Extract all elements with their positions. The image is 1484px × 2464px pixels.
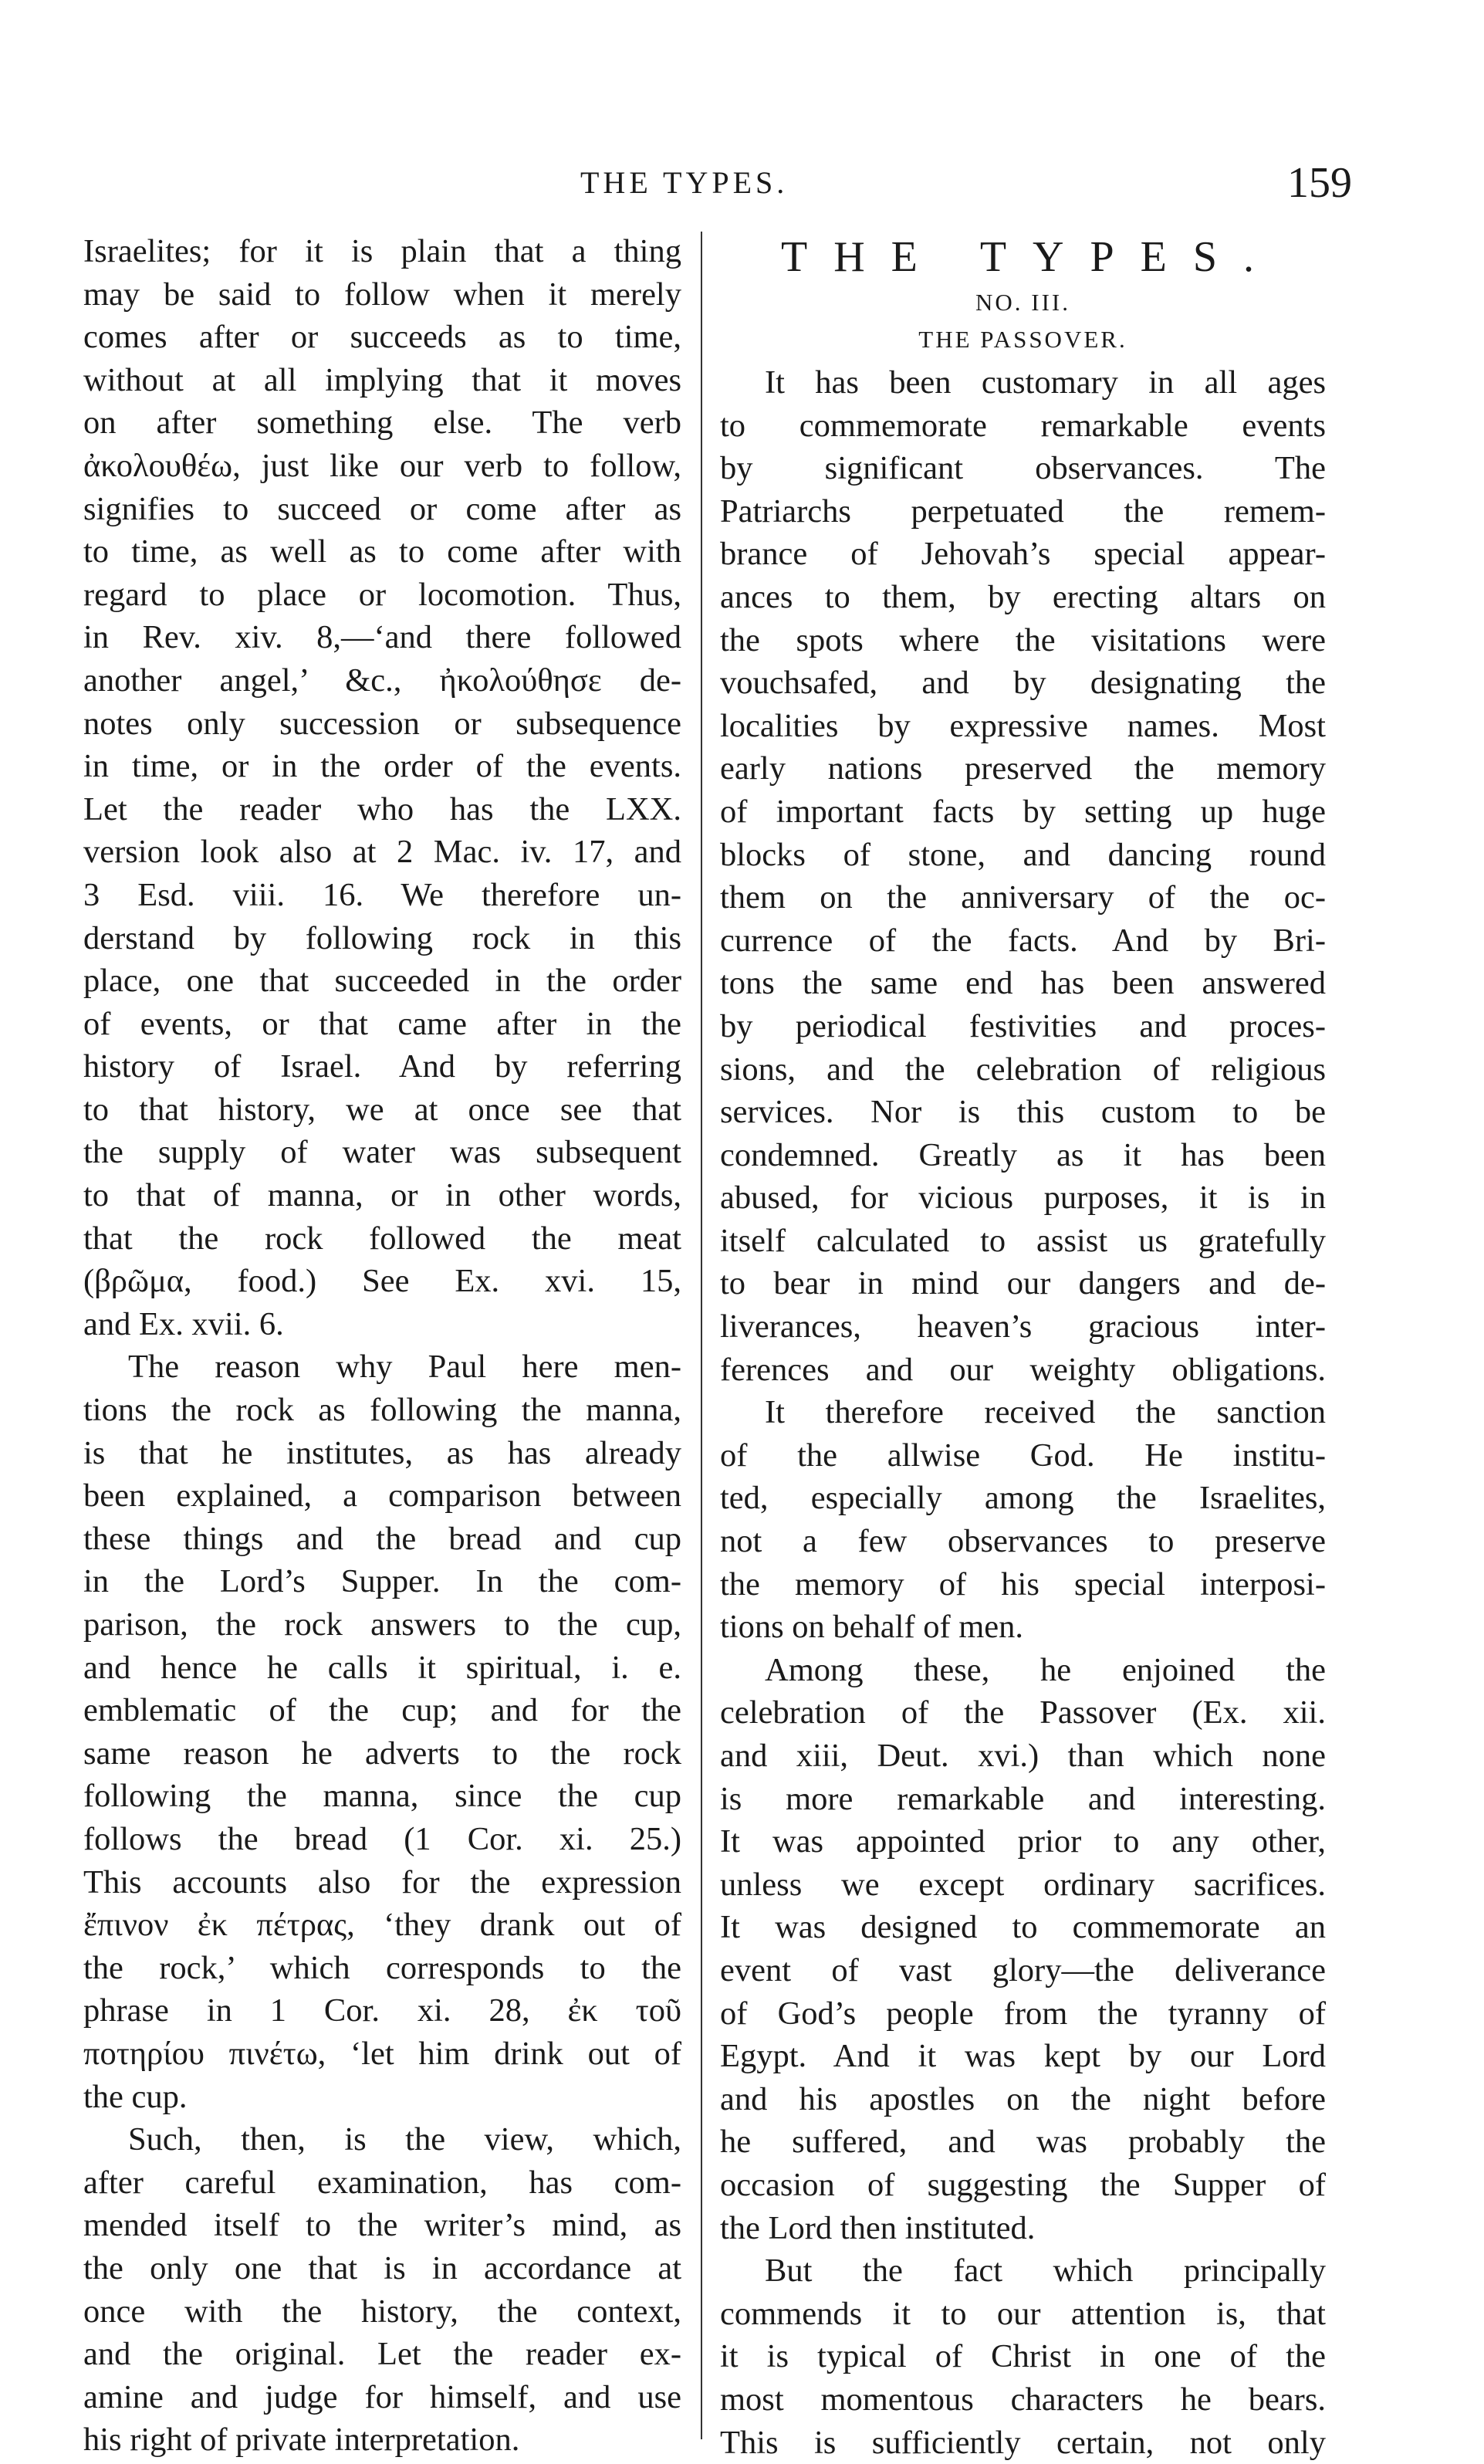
right-column bbox=[720, 230, 1326, 2464]
text-line: occasion of suggesting the Supper of bbox=[720, 2164, 1326, 2207]
text-line: the rock,’ which corresponds to the bbox=[83, 1947, 681, 1990]
section-title: THE TYPES. bbox=[720, 230, 1326, 284]
text-line: to time, as well as to come after with bbox=[83, 530, 681, 574]
left-column bbox=[83, 230, 681, 2462]
text-line: without at all implying that it moves bbox=[83, 359, 681, 402]
text-line: following the manna, since the cup bbox=[83, 1775, 681, 1818]
running-header bbox=[0, 158, 1484, 212]
text-line: Among these, he enjoined the bbox=[720, 1649, 1326, 1692]
text-line: these things and the bread and cup bbox=[83, 1518, 681, 1561]
text-line: abused, for vicious purposes, it is in bbox=[720, 1176, 1326, 1220]
text-line: Egypt. And it was kept by our Lord bbox=[720, 2035, 1326, 2078]
text-line: It was designed to commemorate an bbox=[720, 1906, 1326, 1949]
text-line: It was appointed prior to any other, bbox=[720, 1820, 1326, 1863]
section-subtitle: THE PASSOVER. bbox=[720, 321, 1326, 358]
text-line: (βρῶμα, food.) See Ex. xvi. 15, bbox=[83, 1260, 681, 1303]
text-line: The reason why Paul here men- bbox=[83, 1345, 681, 1389]
text-line: ances to them, by erecting altars on bbox=[720, 576, 1326, 619]
text-line: not a few observances to preserve bbox=[720, 1520, 1326, 1563]
text-line: emblematic of the cup; and for the bbox=[83, 1689, 681, 1732]
text-line: another angel,’ &c., ἠκολούθησε de- bbox=[83, 659, 681, 702]
text-line: place, one that succeeded in the order bbox=[83, 960, 681, 1003]
text-line: ferences and our weighty obligations. bbox=[720, 1349, 1326, 1392]
text-line: commends it to our attention is, that bbox=[720, 2293, 1326, 2336]
text-line: the memory of his special interposi- bbox=[720, 1563, 1326, 1606]
text-line: may be said to follow when it merely bbox=[83, 273, 681, 316]
text-line: condemned. Greatly as it has been bbox=[720, 1134, 1326, 1177]
text-line: in the Lord’s Supper. In the com- bbox=[83, 1560, 681, 1603]
text-line: unless we except ordinary sacrifices. bbox=[720, 1863, 1326, 1907]
text-line: event of vast glory—the deliverance bbox=[720, 1949, 1326, 1992]
text-line: the cup. bbox=[83, 2076, 681, 2119]
text-line: parison, the rock answers to the cup, bbox=[83, 1603, 681, 1647]
text-line: derstand by following rock in this bbox=[83, 917, 681, 960]
text-line: the Lord then instituted. bbox=[720, 2207, 1326, 2250]
text-line: in time, or in the order of the events. bbox=[83, 745, 681, 788]
text-line: history of Israel. And by referring bbox=[83, 1045, 681, 1088]
text-line: ἀκολουθέω, just like our verb to follow, bbox=[83, 445, 681, 488]
text-line: blocks of stone, and dancing round bbox=[720, 834, 1326, 877]
text-line: of events, or that came after in the bbox=[83, 1003, 681, 1046]
text-line: amine and judge for himself, and use bbox=[83, 2376, 681, 2419]
text-line: celebration of the Passover (Ex. xii. bbox=[720, 1691, 1326, 1735]
text-line: notes only succession or subsequence bbox=[83, 702, 681, 746]
text-line: on after something else. The verb bbox=[83, 401, 681, 445]
text-line: by significant observances. The bbox=[720, 447, 1326, 490]
text-line: Such, then, is the view, which, bbox=[83, 2118, 681, 2161]
text-line: and Ex. xvii. 6. bbox=[83, 1303, 681, 1346]
text-line: liverances, heaven’s gracious inter- bbox=[720, 1305, 1326, 1349]
text-line: in Rev. xiv. 8,—‘and there followed bbox=[83, 616, 681, 659]
text-line: he suffered, and was probably the bbox=[720, 2120, 1326, 2164]
page-number: 159 bbox=[1287, 158, 1352, 208]
text-line: ποτηρίου πινέτω, ‘let him drink out of bbox=[83, 2032, 681, 2076]
text-line: Patriarchs perpetuated the remem- bbox=[720, 490, 1326, 533]
text-line: follows the bread (1 Cor. xi. 25.) bbox=[83, 1818, 681, 1861]
text-line: Let the reader who has the LXX. bbox=[83, 788, 681, 831]
text-line: of important facts by setting up huge bbox=[720, 790, 1326, 834]
text-line: phrase in 1 Cor. xi. 28, ἐκ τοῦ bbox=[83, 1989, 681, 2032]
text-line: once with the history, the context, bbox=[83, 2290, 681, 2334]
text-line: and the original. Let the reader ex- bbox=[83, 2333, 681, 2376]
text-line: to commemorate remarkable events bbox=[720, 404, 1326, 448]
text-line: is more remarkable and interesting. bbox=[720, 1778, 1326, 1821]
text-line: early nations preserved the memory bbox=[720, 747, 1326, 790]
section-number: NO. III. bbox=[720, 284, 1326, 321]
column-divider bbox=[701, 232, 702, 2439]
text-line: sions, and the celebration of religious bbox=[720, 1048, 1326, 1092]
text-line: by periodical festivities and proces- bbox=[720, 1005, 1326, 1048]
text-line: after careful examination, has com- bbox=[83, 2161, 681, 2205]
text-line: mended itself to the writer’s mind, as bbox=[83, 2204, 681, 2247]
text-line: This is sufficiently certain, not only bbox=[720, 2422, 1326, 2464]
text-line: It therefore received the sanction bbox=[720, 1391, 1326, 1434]
text-line: regard to place or locomotion. Thus, bbox=[83, 574, 681, 617]
text-line: the spots where the visitations were bbox=[720, 619, 1326, 662]
text-line: This accounts also for the expression bbox=[83, 1861, 681, 1904]
text-line: and his apostles on the night before bbox=[720, 2078, 1326, 2121]
text-line: tons the same end has been answered bbox=[720, 962, 1326, 1005]
text-line: tions the rock as following the manna, bbox=[83, 1389, 681, 1432]
text-line: the supply of water was subsequent bbox=[83, 1131, 681, 1174]
text-line: been explained, a comparison between bbox=[83, 1474, 681, 1518]
text-line: the only one that is in accordance at bbox=[83, 2247, 681, 2290]
text-line: and hence he calls it spiritual, i. e. bbox=[83, 1647, 681, 1690]
text-line: signifies to succeed or come after as bbox=[83, 488, 681, 531]
text-line: is that he institutes, as has already bbox=[83, 1432, 681, 1475]
text-line: it is typical of Christ in one of the bbox=[720, 2335, 1326, 2378]
text-line: of God’s people from the tyranny of bbox=[720, 1992, 1326, 2036]
running-title: THE TYPES. bbox=[580, 164, 788, 201]
text-line: comes after or succeeds as to time, bbox=[83, 316, 681, 359]
text-line: ted, especially among the Israelites, bbox=[720, 1477, 1326, 1520]
text-line: itself calculated to assist us gratefully bbox=[720, 1220, 1326, 1263]
text-line: same reason he adverts to the rock bbox=[83, 1732, 681, 1775]
text-line: version look also at 2 Mac. iv. 17, and bbox=[83, 831, 681, 874]
text-line: localities by expressive names. Most bbox=[720, 705, 1326, 748]
text-line: 3 Esd. viii. 16. We therefore un- bbox=[83, 874, 681, 917]
text-line: services. Nor is this custom to be bbox=[720, 1091, 1326, 1134]
text-line: of the allwise God. He institu- bbox=[720, 1434, 1326, 1477]
text-line: currence of the facts. And by Bri- bbox=[720, 919, 1326, 963]
text-line: them on the anniversary of the oc- bbox=[720, 876, 1326, 919]
text-line: brance of Jehovah’s special appear- bbox=[720, 533, 1326, 576]
text-line: that the rock followed the meat bbox=[83, 1217, 681, 1261]
text-line: most momentous characters he bears. bbox=[720, 2378, 1326, 2422]
text-line: his right of private interpretation. bbox=[83, 2418, 681, 2462]
text-line: It has been customary in all ages bbox=[720, 361, 1326, 404]
text-line: to bear in mind our dangers and de- bbox=[720, 1262, 1326, 1305]
text-line: to that history, we at once see that bbox=[83, 1088, 681, 1132]
text-line: vouchsafed, and by designating the bbox=[720, 662, 1326, 705]
text-line: ἔπινον ἐκ πέτρας, ‘they drank out of bbox=[83, 1904, 681, 1947]
text-line: tions on behalf of men. bbox=[720, 1606, 1326, 1649]
text-line: But the fact which principally bbox=[720, 2249, 1326, 2293]
text-line: Israelites; for it is plain that a thing bbox=[83, 230, 681, 273]
text-line: to that of manna, or in other words, bbox=[83, 1174, 681, 1217]
text-line: and xiii, Deut. xvi.) than which none bbox=[720, 1735, 1326, 1778]
